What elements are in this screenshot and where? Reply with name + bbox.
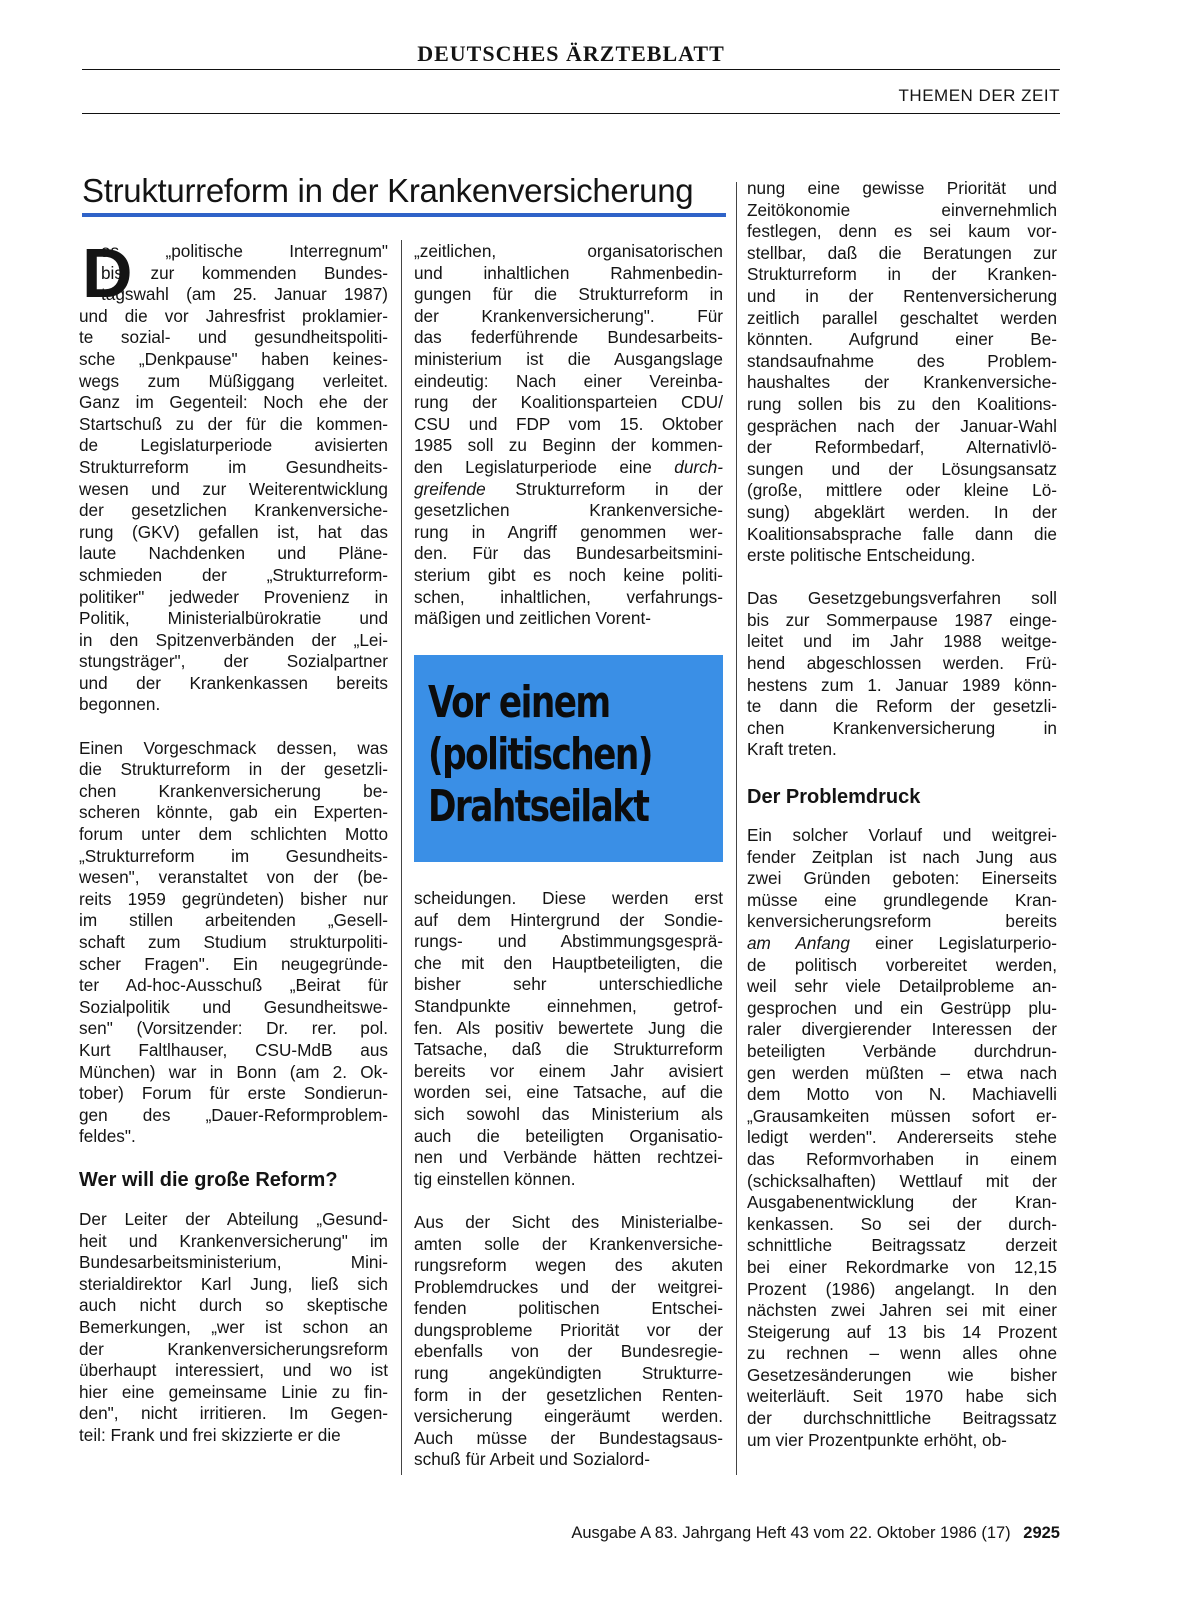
text-line: gesprächen nach der Januar-Wahl <box>747 415 1057 436</box>
text-line: zu rechnen – wenn alles ohne <box>747 1343 1057 1364</box>
text-line: auch nicht durch so skeptische <box>79 1295 388 1316</box>
pull-quote-line: (politischen) <box>428 729 652 780</box>
page-number: 2925 <box>1023 1524 1060 1542</box>
text-line: reits 1959 gegründeten) bisher nur <box>79 888 388 909</box>
text-line: wesen und zur Weiterentwicklung <box>79 478 388 499</box>
text-line: Auch müsse der Bundestagsaus- <box>414 1427 723 1448</box>
text-line: sung) abgeklärt werden. In der <box>747 501 1057 522</box>
text-line: dem Motto von N. Machiavelli <box>747 1084 1057 1105</box>
article-title: Strukturreform in der Krankenversicherung <box>82 172 694 209</box>
text-line: ter Ad-hoc-Ausschuß „Beirat für <box>79 975 388 996</box>
text-line: scheidungen. Diese werden erst <box>414 888 723 908</box>
text-line: die Strukturreform in der gesetzli- <box>79 759 388 780</box>
text-line: Aus der Sicht des Ministerialbe- <box>414 1211 723 1232</box>
text-line: (schicksalhaften) Wettlauf mit der <box>747 1170 1057 1191</box>
text-line: der gesetzlichen Krankenversiche- <box>79 500 388 521</box>
text-line: gungen für die Strukturreform in <box>414 284 723 305</box>
text-line: beteiligten Verbände durchdrun- <box>747 1040 1057 1061</box>
text-line: Der Leiter der Abteilung „Gesund- <box>79 1208 388 1229</box>
text-line: weil sehr viele Detailprobleme an- <box>747 976 1057 997</box>
text-line: ministerium ist die Ausgangslage <box>414 348 723 369</box>
text-line: chen Krankenversicherung be- <box>79 780 388 801</box>
text-line: bis zur kommenden Bundes- <box>101 262 388 283</box>
text-line: kenkassen. So sei der durch- <box>747 1213 1057 1234</box>
pull-quote-box <box>414 655 723 862</box>
text-line: Ausgabenentwicklung der Kran- <box>747 1192 1057 1213</box>
text-line: Sozialpolitik und Gesundheitswe- <box>79 996 388 1017</box>
text-line: bereits vor einem Jahr avisiert <box>414 1060 723 1081</box>
column-3-text <box>747 178 1057 761</box>
text-line: nen und Verbände hätten rechtzei- <box>414 1147 723 1168</box>
text-line: tig einstellen können. <box>414 1168 576 1189</box>
text-line: der Krankenversicherung". Für <box>414 305 723 326</box>
text-line: auf dem Hintergrund der Sondie- <box>414 909 723 930</box>
text-line: schaft zum Studium strukturpoliti- <box>79 932 388 952</box>
text-line: Zeitökonomie einvernehmlich <box>747 199 1057 220</box>
column-3b-text <box>747 825 1057 1451</box>
text-line: der Reformbedarf, Alternativlö- <box>747 437 1057 458</box>
text-line: Prozent (1986) angelangt. In den <box>747 1278 1057 1299</box>
text-line: Strukturreform in der Kranken- <box>747 264 1057 285</box>
text-line: Ganz im Gegenteil: Noch ehe der <box>79 392 388 413</box>
text-line <box>747 567 1057 589</box>
text-line: und der Krankenkassen bereits <box>79 672 388 693</box>
text-line: das federführende Bundesarbeits- <box>414 327 723 348</box>
text-line: de politisch vorbereitet werden, <box>747 954 1057 975</box>
text-line: heit und Krankenversicherung" im <box>79 1230 388 1251</box>
text-line: rung der Koalitionsparteien CDU/ <box>414 392 723 413</box>
text-line: nächsten zwei Jahren sei mit einer <box>747 1300 1057 1321</box>
text-line: erste politische Entscheidung. <box>747 545 976 566</box>
text-line: gen werden müßten – etwa nach <box>747 1062 1057 1083</box>
column-1-text <box>79 234 388 1148</box>
text-line: stungsträger", der Sozialpartner <box>79 651 388 672</box>
text-line: dungsprobleme Priorität vor der <box>414 1319 723 1340</box>
text-line: weiterläuft. Seit 1970 habe sich <box>747 1386 1057 1407</box>
subheading-grosse-reform: Wer will die große Reform? <box>79 1168 338 1191</box>
title-underline <box>82 213 726 217</box>
text-line <box>79 716 388 738</box>
text-line: fenden politischen Entschei- <box>414 1298 723 1319</box>
column-2-top <box>414 241 723 630</box>
text-line: „Strukturreform im Gesundheits- <box>79 845 388 866</box>
text-line: Einen Vorgeschmack dessen, was <box>79 737 388 758</box>
text-line: fender Zeitplan ist nach Jung aus <box>747 846 1057 867</box>
text-line: hier eine gemeinsame Linie zu fin- <box>79 1381 388 1402</box>
text-line: München) war in Bonn (am 2. Ok- <box>79 1061 388 1082</box>
text-line: sterium gibt es noch keine politi- <box>414 564 723 585</box>
pull-quote-line: Drahtseilakt <box>428 781 649 832</box>
text-line: das Reformvorhaben in einem <box>747 1148 1057 1169</box>
text-line: überhaupt interessiert, und wo ist <box>79 1360 388 1381</box>
text-line: feldes". <box>79 1126 136 1147</box>
text-line: Standpunkte einnehmen, getrof- <box>414 995 723 1016</box>
text-line: hend abgeschlossen werden. Frü- <box>747 653 1057 674</box>
text-line: forum unter dem schlichten Motto <box>79 824 388 845</box>
text-line: sich sowohl das Ministerium als <box>414 1103 723 1124</box>
column-1 <box>79 234 388 1446</box>
text-line: Kurt Faltlhauser, CSU-MdB aus <box>79 1039 388 1060</box>
text-line: mäßigen und zeitlichen Vorent- <box>414 608 651 629</box>
text-line: form in der gesetzlichen Renten- <box>414 1384 723 1405</box>
text-line: schen, inhaltlichen, verfahrungs- <box>414 586 723 607</box>
column-divider-2 <box>736 182 737 1475</box>
text-line: festlegen, denn es sei kaum vor- <box>747 221 1057 242</box>
text-line: versicherung eingeräumt werden. <box>414 1406 723 1427</box>
text-line: fen. Als positiv bewertete Jung die <box>414 1017 723 1038</box>
text-line: scheren könnte, gab ein Experten- <box>79 802 388 823</box>
text-line: worden sei, eine Tatsache, auf die <box>414 1082 723 1103</box>
text-line: bisher sehr unterschiedliche <box>414 974 723 995</box>
text-line: leitet und im Jahr 1988 weitge- <box>747 631 1057 652</box>
text-line: tagswahl (am 25. Januar 1987) <box>101 284 388 305</box>
text-line: haushaltes der Krankenversiche- <box>747 372 1057 393</box>
subheading-problemdruck: Der Problemdruck <box>747 786 921 809</box>
text-line: Problemdruckes und der weitgrei- <box>414 1276 723 1297</box>
text-line: rung angekündigten Strukturre- <box>414 1363 723 1384</box>
text-line: nung eine gewisse Priorität und <box>747 178 1057 198</box>
text-line: te sozial- und gesundheitspoliti- <box>79 327 388 348</box>
text-line: der Krankenversicherungsreform <box>79 1338 388 1359</box>
text-line: gen des „Dauer-Reformproblem- <box>79 1104 388 1125</box>
section-rule <box>82 113 1060 114</box>
text-line: scher Fragen". Ein neugegründe- <box>79 953 388 974</box>
text-line: rung (GKV) gefallen ist, hat das <box>79 521 388 542</box>
issue-info: Ausgabe A 83. Jahrgang Heft 43 vom 22. Oktober 1986 (17) <box>571 1524 1011 1542</box>
text-line: teil: Frank und frei skizzierte er die <box>79 1424 341 1445</box>
text-line: schmieden der „Strukturreform- <box>79 564 388 585</box>
page-footer <box>571 1524 1060 1543</box>
text-line: sen" (Vorsitzender: Dr. rer. pol. <box>79 1018 388 1039</box>
text-line: Strukturreform im Gesundheits- <box>79 456 388 477</box>
text-line: im stillen arbeitenden „Gesell- <box>79 910 388 931</box>
text-line: Startschuß zu der für die kommen- <box>79 413 388 434</box>
text-line: und in der Rentenversicherung <box>747 285 1057 306</box>
text-line: Gesetzesänderungen wie bisher <box>747 1364 1057 1385</box>
text-line: rung in Angriff genommen wer- <box>414 521 723 542</box>
text-line: rung sollen bis zu den Koalitions- <box>747 393 1057 414</box>
text-line: raler divergierender Interessen der <box>747 1019 1057 1040</box>
text-line: Koalitionsabsprache falle dann die <box>747 523 1057 544</box>
text-line: 1985 soll zu Beginn der kommen- <box>414 435 723 456</box>
text-line: sche „Denkpause" haben keines- <box>79 348 388 369</box>
text-line: greifende Strukturreform in der <box>414 478 723 499</box>
text-line: Das Gesetzgebungsverfahren soll <box>747 588 1057 609</box>
text-line: Bemerkungen, „wer ist schon an <box>79 1316 388 1337</box>
column-divider-1 <box>401 240 402 1475</box>
masthead: DEUTSCHES ÄRZTEBLATT <box>417 41 725 66</box>
text-line: und die vor Jahresfrist proklamier- <box>79 305 388 326</box>
drop-cap: D <box>82 234 133 312</box>
text-line: Bundesarbeitsministerium, Mini- <box>79 1252 388 1273</box>
text-line: rungsreform wegen des akuten <box>414 1255 723 1276</box>
text-line: kenversicherungsreform bereits <box>747 911 1057 932</box>
text-line: gesetzlichen Krankenversiche- <box>414 500 723 521</box>
text-line: Tatsache, daß die Strukturreform <box>414 1039 723 1060</box>
text-line <box>414 1190 723 1212</box>
text-line: der durchschnittliche Beitragssatz <box>747 1408 1057 1429</box>
text-line: Politik, Ministerialbürokratie und <box>79 608 388 629</box>
text-line: am Anfang einer Legislaturperio- <box>747 933 1057 953</box>
text-line: schnittliche Beitragssatz derzeit <box>747 1235 1057 1256</box>
text-line: che mit den Hauptbeteiligten, die <box>414 952 723 973</box>
text-line: und inhaltlichen Rahmenbedin- <box>414 262 723 283</box>
text-line: stellbar, daß die Beratungen zur <box>747 242 1057 263</box>
column-2-bottom <box>414 888 723 1471</box>
text-line: begonnen. <box>79 694 161 715</box>
text-line: Steigerung auf 13 bis 14 Prozent <box>747 1321 1057 1342</box>
text-line: eindeutig: Nach einer Vereinba- <box>414 370 723 391</box>
text-line: den. Für das Bundesarbeitsmini- <box>414 543 723 564</box>
text-line: wegs zum Müßiggang verleitet. <box>79 370 388 391</box>
text-line: sungen und der Lösungsansatz <box>747 458 1057 479</box>
text-line: chen Krankenversicherung in <box>747 717 1057 738</box>
text-line: Kraft treten. <box>747 739 837 760</box>
text-line: amten solle der Krankenversiche- <box>414 1233 723 1254</box>
text-line: politiker" jedweder Provenienz in <box>79 586 388 607</box>
text-line: bei einer Rekordmarke von 12,15 <box>747 1256 1057 1277</box>
text-line: ledigt werden". Andererseits stehe <box>747 1127 1057 1148</box>
text-line: hestens zum 1. Januar 1989 könn- <box>747 674 1057 695</box>
text-line: müsse eine grundlegende Kran- <box>747 889 1057 910</box>
text-line: laute Nachdenken und Pläne- <box>79 543 388 564</box>
text-line: schuß für Arbeit und Sozialord- <box>414 1449 650 1470</box>
text-line: te dann die Reform der gesetzli- <box>747 696 1057 717</box>
text-line: Ein solcher Vorlauf und weitgrei- <box>747 825 1057 846</box>
masthead-rule <box>82 69 1060 70</box>
text-line: wesen", veranstaltet von der (be- <box>79 867 388 888</box>
text-line: de Legislaturperiode avisierten <box>79 435 388 456</box>
text-line: ebenfalls von der Bundesregie- <box>414 1341 723 1362</box>
text-line: (große, mittlere oder kleine Lö- <box>747 480 1057 501</box>
text-line: „zeitlichen, organisatorischen <box>414 241 723 261</box>
text-line: könnten. Aufgrund einer Be- <box>747 329 1057 350</box>
text-line: gesprochen und ein Gestrüpp plu- <box>747 997 1057 1018</box>
text-line: as „politische Interregnum" <box>101 241 388 261</box>
text-line: „Grausamkeiten müssen sofort er- <box>747 1105 1057 1126</box>
text-line: rungs- und Abstimmungsgesprä- <box>414 931 723 952</box>
text-line: bis zur Sommerpause 1987 einge- <box>747 609 1057 630</box>
pull-quote-line: Vor einem <box>428 677 610 728</box>
text-line: sterialdirektor Karl Jung, ließ sich <box>79 1273 388 1294</box>
text-line: den", nicht irritieren. Im Gegen- <box>79 1403 388 1424</box>
column-3 <box>747 178 1057 1451</box>
text-line: zwei Gründen geboten: Einerseits <box>747 868 1057 889</box>
section-label: THEMEN DER ZEIT <box>898 86 1060 105</box>
text-line: zeitlich parallel geschaltet werden <box>747 307 1057 328</box>
text-line: auch die beteiligten Organisatio- <box>414 1125 723 1146</box>
text-line: CSU und FDP vom 15. Oktober <box>414 413 723 434</box>
column-1b-text <box>79 1209 388 1447</box>
text-line: um vier Prozentpunkte erhöht, ob- <box>747 1429 1007 1450</box>
text-line: tober) Forum für erste Sondierun- <box>79 1083 388 1104</box>
text-line: in den Spitzenverbänden der „Lei- <box>79 629 388 650</box>
text-line: den Legislaturperiode eine durch- <box>414 456 723 477</box>
text-line: standsaufnahme des Problem- <box>747 350 1057 371</box>
